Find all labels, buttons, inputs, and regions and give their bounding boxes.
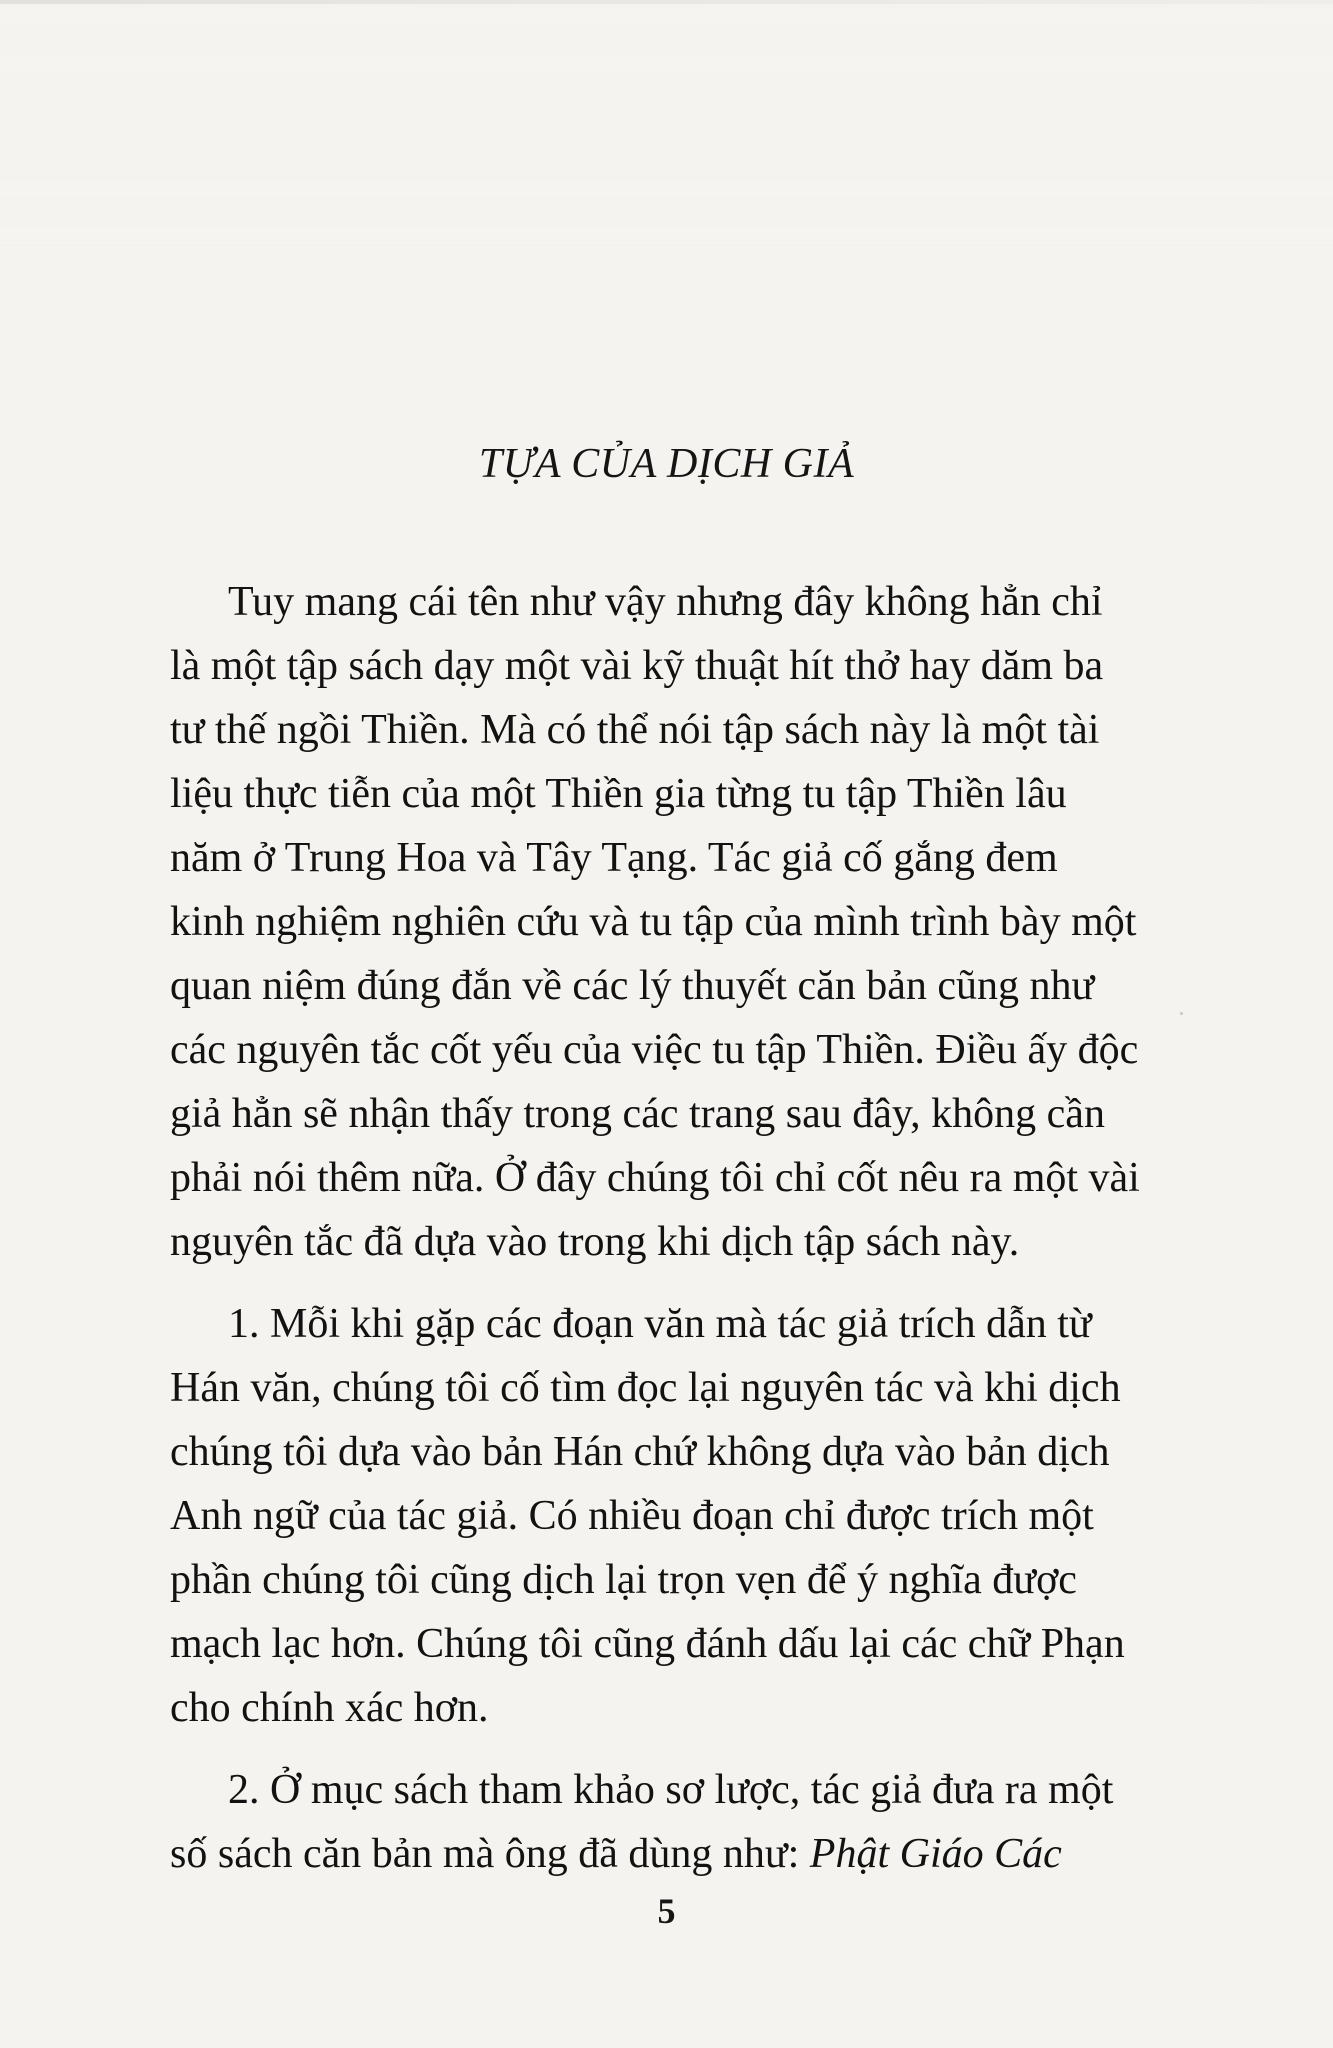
page-number: 5 (657, 1891, 676, 1931)
text-line: là một tập sách dạy một vài kỹ thuật hít thở hay dăm ba (170, 643, 1104, 689)
top-edge (0, 0, 1333, 4)
text-line: nguyên tắc đã dựa vào trong khi dịch tập sách này. (170, 1219, 1020, 1265)
text-line: liệu thực tiễn của một Thiền gia từng tu tập Thiền lâu (170, 771, 1067, 817)
paper-speck (1180, 1012, 1183, 1015)
text-line: phải nói thêm nữa. Ở đây chúng tôi chỉ cốt nêu ra một vài (170, 1155, 1140, 1201)
text-line: giả hẳn sẽ nhận thấy trong các trang sau đây, không cần (170, 1091, 1105, 1137)
text-line: cho chính xác hơn. (170, 1685, 489, 1731)
text-line: Tuy mang cái tên như vậy nhưng đây không hẳn chỉ (228, 579, 1103, 625)
text-line: phần chúng tôi cũng dịch lại trọn vẹn để ý nghĩa được (170, 1557, 1077, 1603)
body-text (170, 570, 1180, 1886)
text-line: Hán văn, chúng tôi cố tìm đọc lại nguyên tác và khi dịch (170, 1365, 1121, 1411)
text-fragment: số sách căn bản mà ông đã dùng như: (170, 1831, 810, 1877)
text-line: các nguyên tắc cốt yếu của việc tu tập Thiền. Điều ấy độc (170, 1027, 1139, 1073)
book-title-fragment: Phật Giáo Các (809, 1831, 1062, 1877)
text-line: Anh ngữ của tác giả. Có nhiều đoạn chỉ được trích một (170, 1493, 1094, 1539)
paper-speck (968, 920, 971, 923)
text-line: 2. Ở mục sách tham khảo sơ lược, tác giả đưa ra một (228, 1767, 1114, 1813)
text-line: mạch lạc hơn. Chúng tôi cũng đánh dấu lại các chữ Phạn (170, 1621, 1125, 1667)
text-line: 1. Mỗi khi gặp các đoạn văn mà tác giả trích dẫn từ (228, 1301, 1092, 1347)
text-line: tư thế ngồi Thiền. Mà có thể nói tập sách này là một tài (170, 707, 1100, 753)
text-line (170, 1822, 1180, 1886)
text-line: quan niệm đúng đắn về các lý thuyết căn bản cũng như (170, 963, 1095, 1009)
page-title: TỰA CỦA DỊCH GIẢ (478, 441, 855, 487)
text-line: năm ở Trung Hoa và Tây Tạng. Tác giả cố gắng đem (170, 835, 1058, 881)
text-line: kinh nghiệm nghiên cứu và tu tập của mình trình bày một (170, 899, 1137, 945)
text-line: chúng tôi dựa vào bản Hán chứ không dựa vào bản dịch (170, 1429, 1110, 1475)
